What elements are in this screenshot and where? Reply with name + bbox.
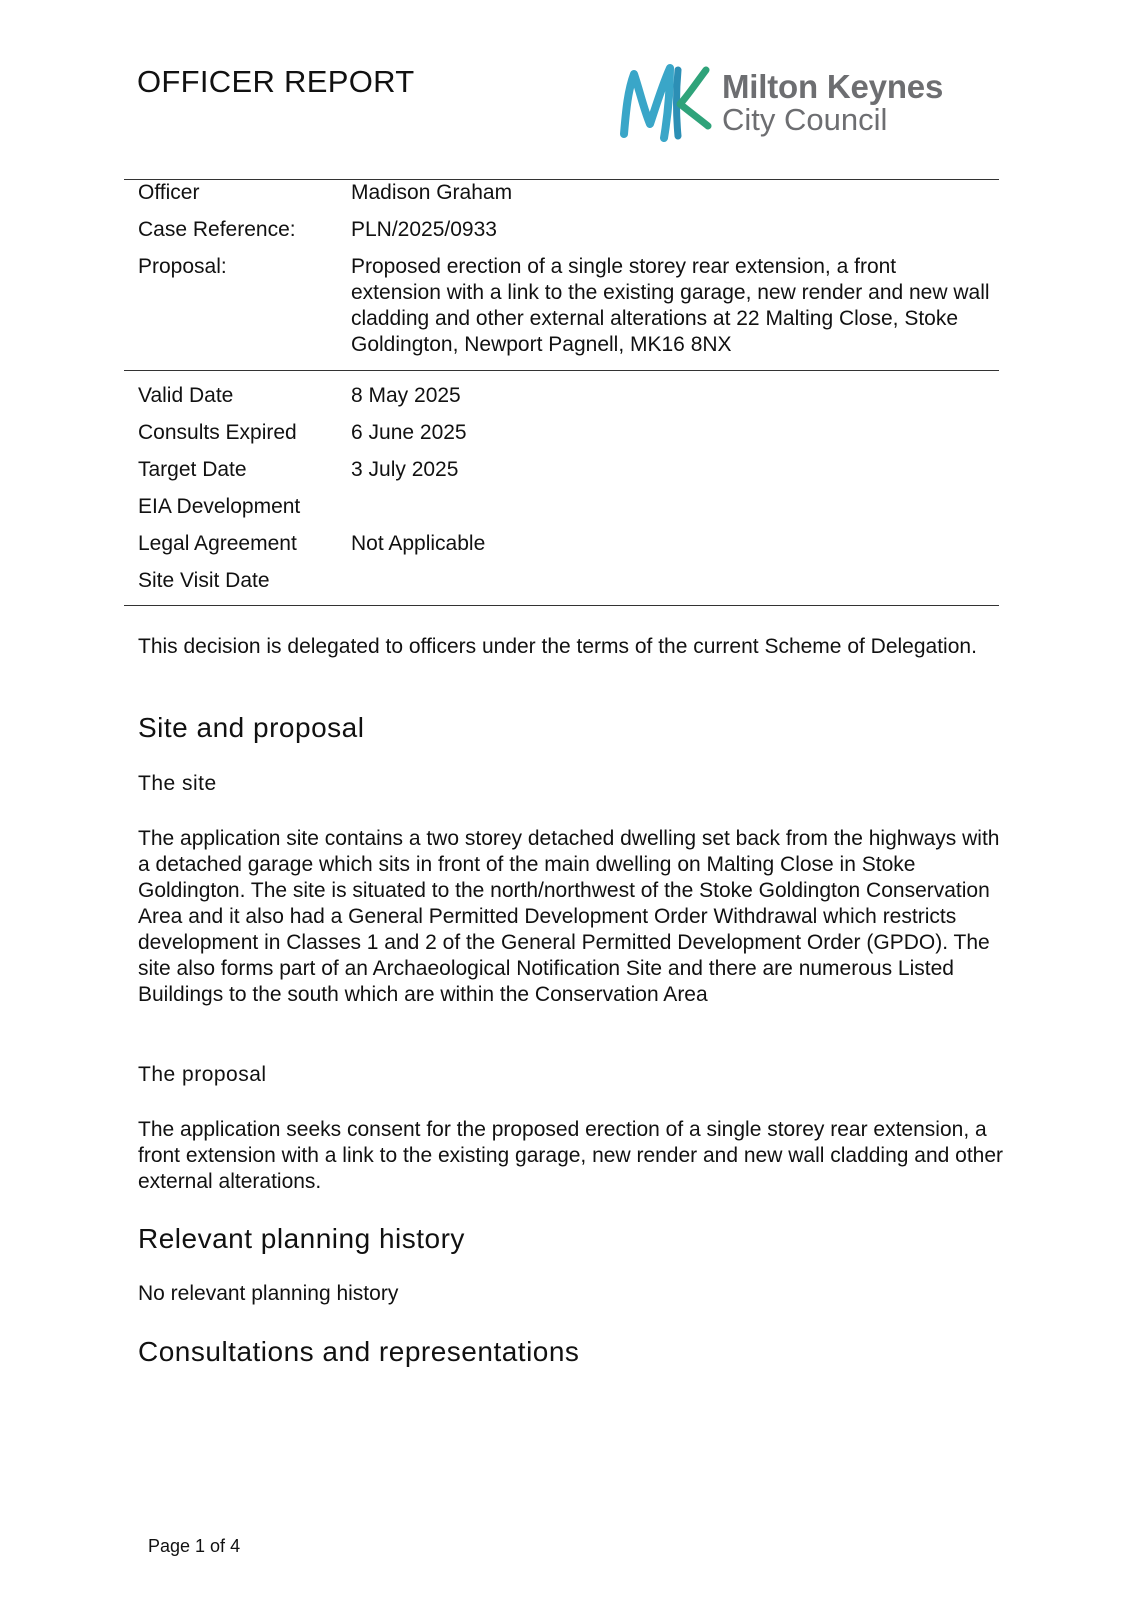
- site-description: The application site contains a two storey detached dwelling set back from the highways with a detached garage which sits in front of the main dwelling on Malting Close in Stoke Goldington. The site is situated to the north/northwest of the Stoke Goldington Conservation Area and it also had a General Permitted Development Order Withdrawal which restricts development in Classes 1 and 2 of the General Permitted Development Order (GPDO). The site also forms part of an Archaeological Notification Site and there are numerous Listed Buildings to the south which are within the Conservation Area: [138, 827, 1000, 1006]
- mk-logo-icon: [618, 62, 713, 144]
- delegation-text: This decision is delegated to officers under the terms of the current Scheme of Delegation.: [138, 635, 977, 658]
- detail-label: Officer: [138, 181, 200, 204]
- date-label: Valid Date: [138, 384, 234, 407]
- date-value: 3 July 2025: [351, 458, 459, 481]
- council-logo: [618, 62, 998, 144]
- date-label: EIA Development: [138, 495, 301, 518]
- date-label: Legal Agreement: [138, 532, 297, 555]
- heading-planning-history: Relevant planning history: [138, 1223, 465, 1254]
- date-label: Site Visit Date: [138, 569, 270, 592]
- divider-bottom: [124, 605, 999, 606]
- logo-text-line2: City Council: [722, 102, 888, 137]
- page-number: Page 1 of 4: [148, 1536, 241, 1556]
- detail-value: Madison Graham: [351, 181, 513, 204]
- heading-site-and-proposal: Site and proposal: [138, 712, 365, 743]
- date-value: 6 June 2025: [351, 421, 467, 444]
- date-value: Not Applicable: [351, 532, 486, 555]
- planning-history-text: No relevant planning history: [138, 1282, 399, 1305]
- report-title: OFFICER REPORT: [137, 64, 415, 99]
- divider-middle: [124, 370, 999, 371]
- detail-value: Proposed erection of a single storey rear extension, a front extension with a link to the existing garage, new render and new wall cladding and other external alterations at 22 Malting Close, Stoke Goldington, Newport Pagnell, MK16 8NX: [351, 255, 990, 356]
- date-value: 8 May 2025: [351, 384, 461, 407]
- subheading-the-proposal: The proposal: [138, 1063, 267, 1086]
- heading-consultations: Consultations and representations: [138, 1336, 580, 1367]
- proposal-description: The application seeks consent for the proposed erection of a single storey rear extension, a front extension with a link to the existing garage, new render and new wall cladding and other external alterations.: [138, 1118, 1004, 1193]
- subheading-the-site: The site: [138, 772, 217, 795]
- detail-value: PLN/2025/0933: [351, 218, 497, 241]
- date-label: Consults Expired: [138, 421, 297, 444]
- date-label: Target Date: [138, 458, 247, 481]
- logo-text-line1: Milton Keynes: [722, 68, 944, 105]
- detail-label: Proposal:: [138, 255, 227, 278]
- detail-label: Case Reference:: [138, 218, 296, 241]
